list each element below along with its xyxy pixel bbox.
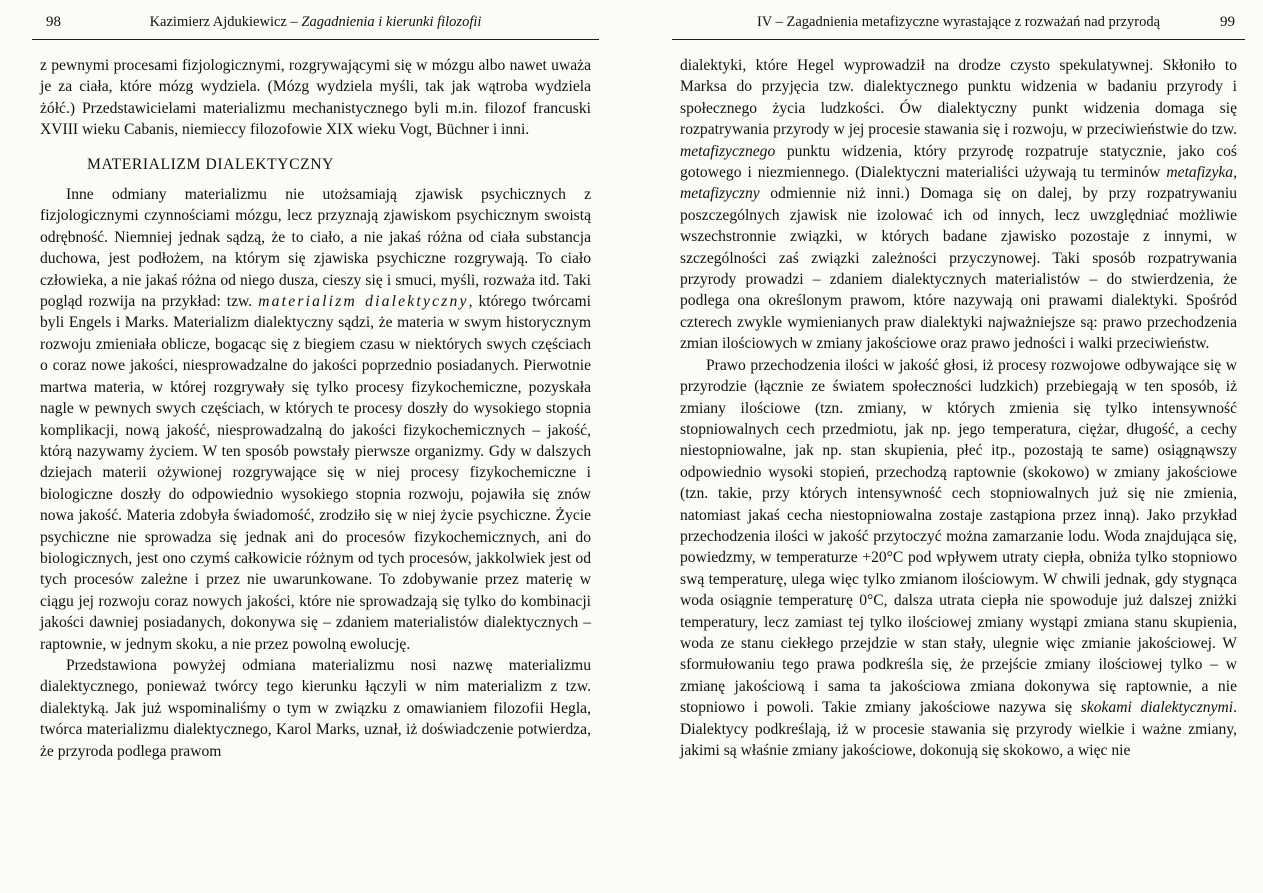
emphasized-text: skokami dialektycznymi: [1080, 699, 1234, 717]
text-run: z pewnymi procesami fizjologicznymi, rozgrywającymi się w mózgu albo nawet uważa je za ciała, które mózg wydziela. (Mózg wydziela myśli, tak jak wątroba wydziela żółć.) Przedstawicielami materializmu mechanistycznego byli m.in. filozof francuski XVIII wieku Cabanis, niemieccy filozofowie XIX wieku Vogt, Büchner i inni.: [40, 57, 591, 139]
text-run: punktu widzenia, który przyrodę rozpatruje statycznie, jako coś gotowego i niezmiennego. (Dialektyczni materialiści używają tu terminów: [680, 142, 1237, 182]
text-run: . Dialektycy podkreślają, iż w procesie stawania się przyrody wielkie i ważne zmiany, jakimi są właśnie zmiany jakościowe, dokonują się skokowo, a więc nie: [680, 699, 1237, 759]
body-paragraph: [680, 55, 1237, 355]
text-run: dialektyki, które Hegel wyprowadził na drodze czysto spekulatywnej. Skłoniło to Marksa do przyjęcia tzw. dialektycznego punktu widzenia w badaniu przyrody i społecznego życia ludzkości. Ów dialektyczny punkt widzenia domaga się rozpatrywania przyrody w jej procesie stawania się i rozwoju, w przeciwieństwie do tzw.: [680, 57, 1237, 139]
left-page-number: 98: [46, 14, 61, 30]
right-page-body: [680, 55, 1237, 761]
text-run: odmiennie niż inni.) Domaga się on dalej, by przy rozpatrywaniu poszczególnych zjawisk nie izolować ich od innych, lecz uwzględniać możliwie wszechstronnie związki, w których badane zjawisko pozostaje z innymi, w szczególności zaś związki zależności przyczynowej. Taki sposób rozpatrywania przyrody prowadzi – zdaniem dialektycznych materialistów – do stwierdzenia, że podlega ona określonym prawom, które nazywają oni prawami dialektyki. Spośród czterech zwykle wymienianych praw dialektyki najważniejsze są: prawo przechodzenia zmian ilościowych w zmiany jakościowe oraz prawo jedności i walki przeciwieństw.: [680, 185, 1237, 353]
left-page-body: [40, 55, 591, 762]
text-run: Inne odmiany materializmu nie utożsamiają zjawisk psychicznych z fizjologicznymi czynnościami mózgu, lecz przyznają zjawiskom psychicznym swoistą odrębność. Niemniej jednak sądzą, że to ciało, a nie jakaś różna od ciała substancja duchowa, jest podłożem, na którym się zjawiska psychiczne rozgrywają. To ciało człowieka, a nie jakaś różna od niego dusza, cieszy się i smuci, myśli, rozważa itd. Taki pogląd rozwija na przykład: tzw.: [40, 186, 591, 311]
right-running-title: [672, 14, 1245, 31]
body-paragraph: [40, 55, 591, 141]
right-page-header: [672, 14, 1245, 40]
left-page-header: [32, 14, 599, 40]
body-paragraph: [680, 355, 1237, 762]
emphasized-text: metafizycznego: [680, 142, 776, 160]
section-heading: MATERIALIZM DIALEKTYCZNY: [87, 155, 334, 173]
text-run: Prawo przechodzenia ilości w jakość głosi, iż procesy rozwojowe odbywające się w przyrodzie (łącznie ze światem społeczności ludzkich) przebiegają w ten sposób, iż zmiany ilościowe (tzn. zmiany, w których zmienia się tylko intensywność stopniowalnych cech przedmiotu, jak np. jego temperatura, ciężar, długość, a cechy niestopniowalne, jak np. stan skupienia, płeć itp., pozostają te same) osiągnąwszy odpowiednio wysoki stopień, przechodzą raptownie (skokowo) w zmiany jakościowe (tzn. takie, przy których intensywność cech stopniowalnych już się nie zmienia, natomiast jakaś cecha niestopniowalna zostaje zastąpiona przez inną). Jako przykład przechodzenia ilości w jakość przytoczyć można zamarzanie lodu. Woda znajdująca się, powiedzmy, w temperaturze +20°C pod wpływem utraty ciepła, obniża tylko stopniowo swą temperaturę, ulega więc tylko zmianom ilościowym. W chwili jednak, gdy stygnąca woda osiągnie temperaturę 0°C, dalsza utrata ciepła nie spowoduje już dalszej zniżki temperatury, lecz zamiast tej tylko ilościowej zmiany wystąpi zmiana stanu skupienia, woda ze stanu ciekłego przejdzie w stan stały, ulegnie więc zmianie jakościowej. W sformułowaniu tego prawa podkreśla się, że przejście zmiany ilościowej tylko – w zmianę jakościową i sama ta jakościowa zmiana dokonywa się raptownie, a nie stopniowo i powoli. Takie zmiany jakościowe nazywa się: [680, 356, 1237, 717]
text-run: Kazimierz Ajdukiewicz –: [149, 14, 302, 30]
right-page: [632, 0, 1263, 893]
emphasized-text: materializm dialektyczny: [258, 293, 469, 311]
text-run: , którego twórcami byli Engels i Marks. Materializm dialektyczny sądzi, że materia w swym historycznym rozwoju zmieniała oblicze, bogacąc się z biegiem czasu w niektórych swych częściach o coraz nowe jakości, niesprowadzalne do jakości poprzednio posiadanych. Pierwotnie martwa materia, w której rozgrywały się tylko procesy fizykochemiczne, pozyskała nagle w pewnych swych częściach, w których te procesy doszły do wysokiego stopnia komplikacji, nową jakość, niesprowadzalną do jakości fizykochemicznych – jakość, którą nazywamy życiem. W ten sposób powstały pierwsze organizmy. Gdy w dalszych dziejach materii ożywionej rozgrywające się w niej procesy fizykochemiczne i biologiczne doszły do odpowiednio wysokiego stopnia rozwoju, pojawiła się znów nowa jakość. Materia zdobyła świadomość, zrodziło się w niej życie psychiczne. Życie psychiczne nie sprowadza się jednak ani do procesów fizykochemicznych, ani do biologicznych, jest ono czymś całkowicie różnym od tych procesów, jakkolwiek jest od tych procesów zależne i przez nie uwarunkowane. To zdobywanie przez materię w ciągu jej rozwoju coraz nowych jakości, które nie sprowadzają się tylko do kombinacji jakości dawniej posiadanych, dokonywa się – zdaniem materialistów dialektycznych – raptownie, w jednym skoku, a nie przez powolną ewolucję.: [40, 293, 592, 653]
text-run: IV – Zagadnienia metafizyczne wyrastające z rozważań nad przyrodą: [756, 14, 1161, 30]
right-page-number: 99: [1220, 14, 1235, 30]
emphasized-text: Zagadnienia i kierunki filozofii: [301, 14, 482, 30]
text-run: Przedstawiona powyżej odmiana materializmu nosi nazwę materializmu dialektycznego, ponieważ twórcy tego kierunku łączyli w nim materializm z tzw. dialektyką. Jak już wspominaliśmy o tym w związku z omawianiem filozofii Hegla, twórca materializmu dialektycznego, Karol Marks, uznał, iż doświadczenie potwierdza, że przyroda podlega prawom: [40, 656, 591, 760]
body-paragraph: [40, 184, 591, 655]
left-running-title: [32, 14, 599, 31]
body-paragraph: [40, 655, 591, 762]
emphasized-text: metafizyka, metafizyczny: [680, 164, 1237, 203]
